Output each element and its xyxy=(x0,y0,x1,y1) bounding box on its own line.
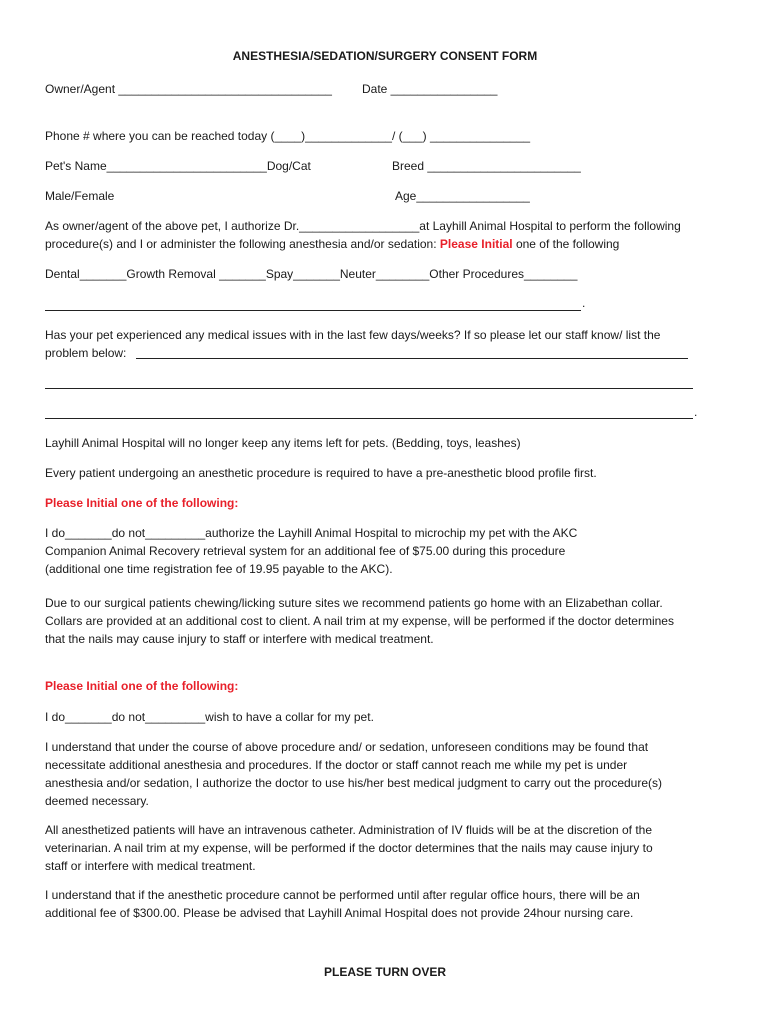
collar-text-3: that the nails may cause injury to staff or interfere with medical treatment. xyxy=(45,632,434,646)
understand-text-2: necessitate additional anesthesia and procedures. If the doctor or staff cannot reach me while my pet is under xyxy=(45,758,628,772)
form-title: ANESTHESIA/SEDATION/SURGERY CONSENT FORM xyxy=(232,49,538,63)
microchip-text-3: (additional one time registration fee of 19.95 payable to the AKC). xyxy=(45,562,393,576)
medical-period: . xyxy=(694,405,698,419)
please-initial-highlight: Please Initial xyxy=(439,237,513,251)
medical-issues-question: Has your pet experienced any medical issues with in the last few days/weeks? If so please let our staff know/ list the xyxy=(45,328,661,342)
medical-problem-label: problem below: xyxy=(45,346,127,360)
procedures-initials-line[interactable]: Dental_______Growth Removal _______Spay_______Neuter________Other Procedures________ xyxy=(45,267,578,281)
understand-text-3: anesthesia and/or sedation, I authorize the doctor to use his/her best medical judgment to carry out the procedure(s) xyxy=(45,776,663,790)
owner-agent-field[interactable]: Owner/Agent ________________________________ xyxy=(45,82,332,96)
medical-problem-line-1[interactable] xyxy=(136,358,688,359)
after-hours-text-2: additional fee of $300.00. Please be advised that Layhill Animal Hospital does not provide 24hour nursing care. xyxy=(45,906,634,920)
date-field[interactable]: Date ________________ xyxy=(362,82,498,96)
microchip-text-2: Companion Animal Recovery retrieval system for an additional fee of $75.00 during this procedure xyxy=(45,544,566,558)
procedures-period: . xyxy=(582,296,586,310)
authorize-text-line1: As owner/agent of the above pet, I authorize Dr.__________________at Layhill Animal Hospital to perform the following xyxy=(45,219,681,233)
microchip-choice[interactable]: I do_______do not_________authorize the Layhill Animal Hospital to microchip my pet with the AKC xyxy=(45,526,578,540)
initial-heading-collar: Please Initial one of the following: xyxy=(45,679,239,693)
understand-text-1: I understand that under the course of above procedure and/ or sedation, unforeseen conditions may be found that xyxy=(45,740,649,754)
iv-text-1: All anesthetized patients will have an intravenous catheter. Administration of IV fluids will be at the discretion of the xyxy=(45,823,653,837)
medical-problem-line-2[interactable] xyxy=(45,388,693,389)
pet-name-field[interactable]: Pet's Name________________________Dog/Cat xyxy=(45,159,311,173)
turn-over-note: PLEASE TURN OVER xyxy=(323,965,446,979)
phone-field[interactable]: Phone # where you can be reached today (____)_____________/ (___) _______________ xyxy=(45,129,531,143)
understand-text-4: deemed necessary. xyxy=(45,794,149,808)
authorize-text-b: one of the following xyxy=(512,237,620,251)
initial-heading-microchip: Please Initial one of the following: xyxy=(45,496,239,510)
authorize-text-a: procedure(s) and I or administer the following anesthesia and/or sedation: xyxy=(45,237,440,251)
collar-text-2: Collars are provided at an additional cost to client. A nail trim at my expense, will be performed if the doctor determines xyxy=(45,614,674,628)
age-field[interactable]: Age_________________ xyxy=(395,189,530,203)
iv-text-2: veterinarian. A nail trim at my expense, will be performed if the doctor determines that the nails may cause injury to xyxy=(45,841,653,855)
collar-text-1: Due to our surgical patients chewing/licking suture sites we recommend patients go home with an Elizabethan collar. xyxy=(45,596,663,610)
blood-profile-notice: Every patient undergoing an anesthetic procedure is required to have a pre-anesthetic blood profile first. xyxy=(45,466,597,480)
sex-label: Male/Female xyxy=(45,189,115,203)
breed-field[interactable]: Breed _______________________ xyxy=(392,159,581,173)
iv-text-3: staff or interfere with medical treatment. xyxy=(45,859,256,873)
after-hours-text-1: I understand that if the anesthetic procedure cannot be performed until after regular office hours, there will be an xyxy=(45,888,640,902)
medical-problem-line-3[interactable] xyxy=(45,418,693,419)
authorize-text-line2 xyxy=(45,237,619,252)
items-notice: Layhill Animal Hospital will no longer keep any items left for pets. (Bedding, toys, leashes) xyxy=(45,436,521,450)
collar-choice[interactable]: I do_______do not_________wish to have a collar for my pet. xyxy=(45,710,374,724)
procedures-blank-line[interactable] xyxy=(45,310,581,311)
